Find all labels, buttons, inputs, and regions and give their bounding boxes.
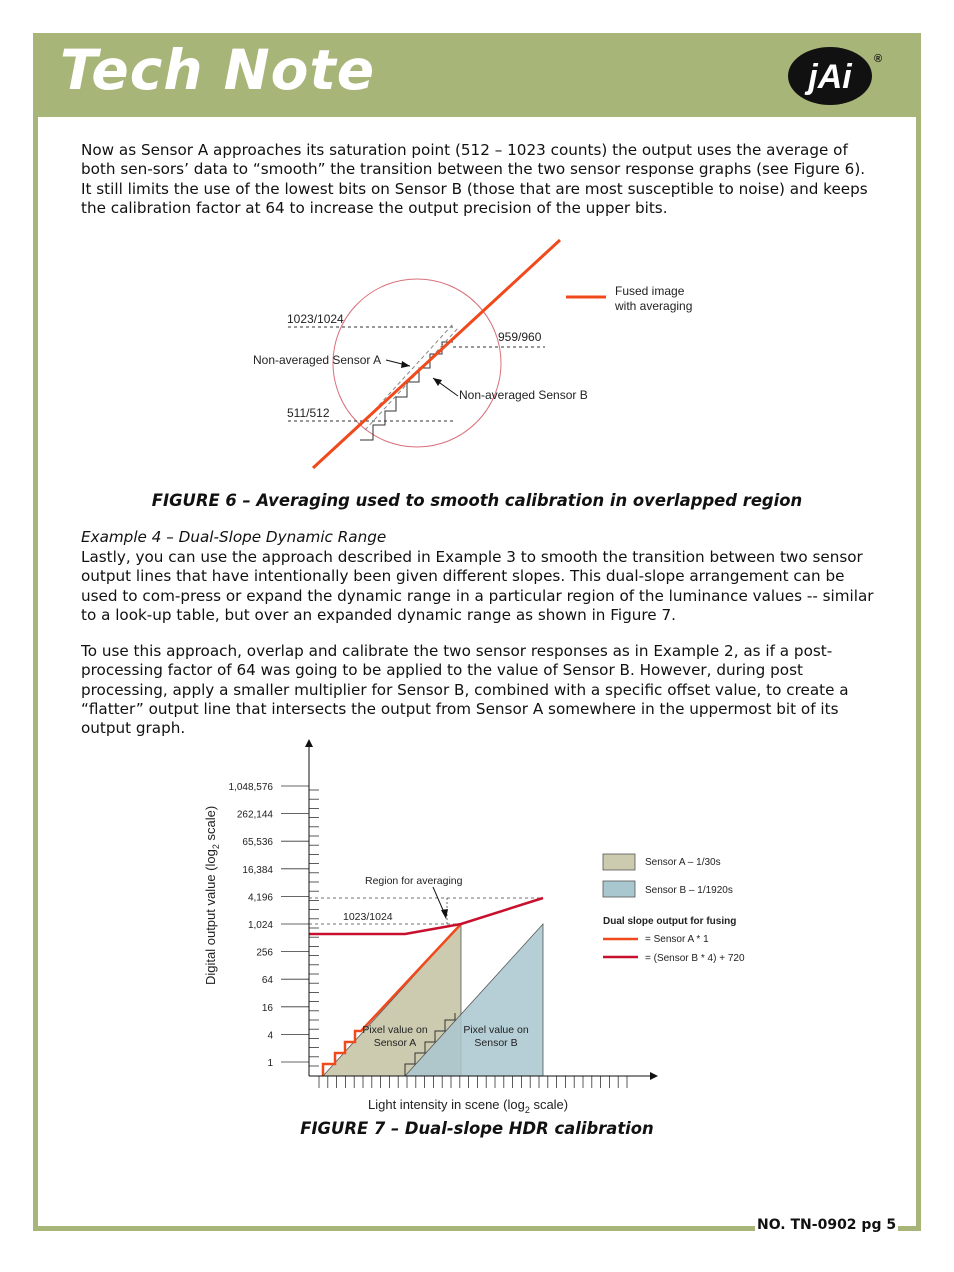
label-1023: 1023/1024 (287, 312, 344, 326)
x-axis-label: Light intensity in scene ($\log_2$ scale) (368, 1097, 569, 1115)
legend-label-line-b: = (Sensor B * 4) + 720 (645, 953, 745, 964)
registered-mark: ® (873, 53, 882, 65)
legend-label-sensor-b: Sensor B – 1/1920s (645, 885, 733, 896)
sensor-b-arrowhead (433, 378, 442, 386)
legend-fusing-title: Dual slope output for fusing (603, 916, 737, 927)
legend-label-fused-1: Fused image (615, 284, 685, 298)
label-sensor-a: Non-averaged Sensor A (253, 353, 382, 367)
frame-left-border (33, 33, 38, 1231)
label-959: 959/960 (498, 330, 542, 344)
y-tick-label: 16 (261, 1002, 273, 1014)
example-4-title: Example 4 – Dual-Slope Dynamic Range (81, 528, 387, 546)
legend-swatch-sensor-a (603, 854, 635, 870)
figure-6-diagram (240, 230, 720, 475)
y-tick-label: 65,536 (242, 837, 273, 849)
logo-text: jAi (808, 58, 852, 96)
threshold-label: 1023/1024 (343, 911, 393, 923)
paragraph-dual-slope: Lastly, you can use the approach described in Example 3 to smooth the transition between two sensor output lines that have intentionally been given different slopes. This dual-slope arrangement can be used to com-press or expand the dynamic range in a particular region of the luminance values -- similar to a look-up table, but over an expanded dynamic range as shown in Figure 7. (81, 548, 874, 624)
y-tick-label: 4 (267, 1030, 273, 1042)
y-tick-label: 1 (267, 1058, 273, 1069)
x-axis-arrowhead (650, 1072, 658, 1080)
y-tick-label: 64 (261, 975, 273, 987)
page-footer: NO. TN-0902 pg 5 (757, 1217, 897, 1233)
sensor-a-area-label-1: Pixel value on (362, 1024, 428, 1036)
frame-bottom-border (33, 1226, 755, 1231)
jai-logo (786, 44, 882, 106)
sensor-b-area-label-1: Pixel value on (463, 1024, 529, 1036)
paragraph-calibration: To use this approach, overlap and calibrate the two sensor responses as in Example 2, as if a post-processing factor of 64 was going to be applied to the value of Sensor B. However, during post processing, apply a smaller multiplier for Sensor B, combined with a specific offset value, to create a “flatter” output line that intersects the output from Sensor A somewhere in the uppermost bit of its output graph. (81, 642, 849, 738)
y-tick-label: 16,384 (242, 864, 273, 876)
page-title: Tech Note (60, 38, 376, 102)
legend-swatch-sensor-b (603, 881, 635, 897)
sensor-b-area-label-2: Sensor B (474, 1037, 518, 1049)
legend-label-sensor-a: Sensor A – 1/30s (645, 857, 721, 868)
figure-6-caption: FIGURE 6 – Averaging used to smooth calibration in overlapped region (151, 491, 803, 510)
y-tick-label: 1,024 (247, 920, 273, 931)
region-label: Region for averaging (365, 875, 463, 887)
legend-label-fused-2: with averaging (615, 299, 693, 313)
label-sensor-b: Non-averaged Sensor B (459, 388, 588, 402)
legend-label-line-a: = Sensor A * 1 (645, 934, 709, 945)
frame-bottom-border-right (898, 1226, 921, 1231)
y-tick-label: 262,144 (236, 809, 273, 821)
sensor-a-arrowhead (401, 361, 410, 368)
region-arrowhead (441, 909, 448, 919)
sensor-a-area-label-2: Sensor A (373, 1037, 417, 1049)
figure-7-chart (195, 735, 765, 1115)
y-tick-label: 4,196 (247, 892, 273, 904)
frame-right-border (916, 33, 921, 1231)
y-axis-arrowhead (305, 739, 313, 747)
y-tick-label: 1,048,576 (228, 782, 273, 793)
figure-7-caption: FIGURE 7 – Dual-slope HDR calibration (300, 1119, 654, 1138)
y-axis-label: Digital output value ($\log_2$ scale) (203, 805, 221, 985)
y-tick-label: 256 (256, 947, 273, 959)
label-511: 511/512 (287, 406, 330, 420)
paragraph-intro: Now as Sensor A approaches its saturation point (512 – 1023 counts) the output uses the average of both sen-sors’ data to “smooth” the transition between the two sensor response graphs (see Figure 6). It still limits the use of the lowest bits on Sensor B (those that are most susceptible to noise) and keeps the calibration factor at 64 to increase the output precision of the upper bits. (81, 141, 868, 217)
